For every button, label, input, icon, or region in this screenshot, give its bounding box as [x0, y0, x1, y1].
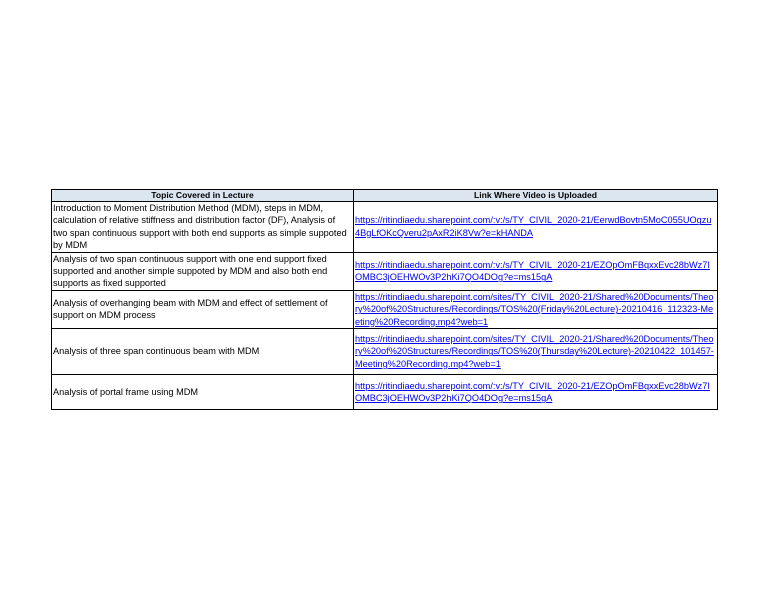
- video-link[interactable]: https://ritindiaedu.sharepoint.com/sites/TY_CIVIL_2020-21/Shared%20Documents/Theory%20of%20Structures/Recordings/TOS%20(Thursday%20Lecture)-20210422_101457-Meeting%20Recording.mp4?web=1: [355, 333, 714, 369]
- video-link[interactable]: https://ritindiaedu.sharepoint.com/:v:/s/TY_CIVIL_2020-21/EZOpOmFBqxxEvc28bWz7IOMBC3jOEHWOv3P2hKi7QO4DOg?e=ms15gA: [355, 380, 710, 404]
- link-column-header: Link Where Video is Uploaded: [354, 190, 718, 202]
- topic-cell: Analysis of overhanging beam with MDM and effect of settlement of support on MDM process: [52, 290, 354, 328]
- table-header-row: [52, 190, 718, 202]
- table-row: [52, 290, 718, 328]
- video-link[interactable]: https://ritindiaedu.sharepoint.com/sites/TY_CIVIL_2020-21/Shared%20Documents/Theory%20of%20Structures/Recordings/TOS%20(Friday%20Lecture)-20210416_112323-Meeting%20Recording.mp4?web=1: [355, 291, 714, 327]
- topic-cell: Analysis of two span continuous support with one end support fixed supported and another simple suppoted by MDM and also both end supports as fixed supported: [52, 252, 354, 290]
- table-row: [52, 252, 718, 290]
- table-row: [52, 329, 718, 375]
- topic-cell: Analysis of three span continuous beam with MDM: [52, 329, 354, 375]
- link-cell: [354, 375, 718, 410]
- video-link[interactable]: https://ritindiaedu.sharepoint.com/:v:/s/TY_CIVIL_2020-21/EerwdBovtn5MoC055UOgzu4BgLfOKcQveru2pAxR2iK8Vw?e=kHANDA: [355, 215, 712, 238]
- link-cell: [354, 202, 718, 253]
- table-row: [52, 375, 718, 410]
- topic-cell: Introduction to Moment Distribution Method (MDM), steps in MDM, calculation of relative stiffness and distribution factor (DF), Analysis of two span continuous support with both end supports as simple suppoted by MDM: [52, 202, 354, 253]
- lecture-video-table: [51, 189, 718, 410]
- link-cell: [354, 290, 718, 328]
- link-cell: [354, 252, 718, 290]
- topic-column-header: Topic Covered in Lecture: [52, 190, 354, 202]
- video-link[interactable]: https://ritindiaedu.sharepoint.com/:v:/s/TY_CIVIL_2020-21/EZOpOmFBqxxEvc28bWz7IOMBC3jOEHWOv3P2hKi7QO4DOg?e=ms15gA: [355, 259, 710, 283]
- link-cell: [354, 329, 718, 375]
- topic-cell: Analysis of portal frame using MDM: [52, 375, 354, 410]
- lecture-video-table-container: [51, 189, 717, 410]
- table-row: [52, 202, 718, 253]
